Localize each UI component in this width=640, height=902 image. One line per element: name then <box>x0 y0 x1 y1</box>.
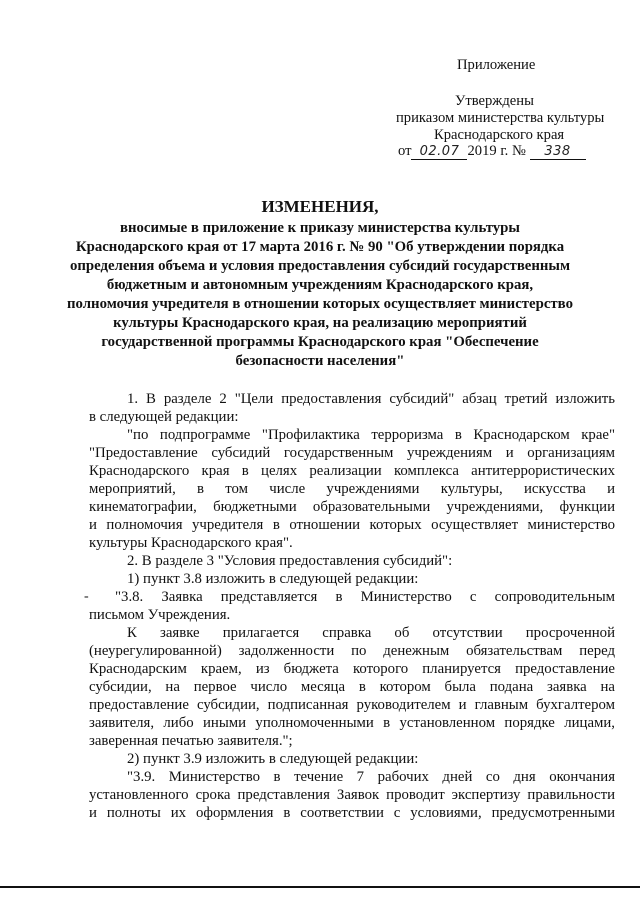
body-line: субсидии, на первое число месяца в котором была подана заявка на <box>89 679 615 695</box>
year-number-text: 2019 г. № <box>467 143 526 159</box>
order-date-line <box>398 143 586 160</box>
body-line: и полномочия учредителя в отношении которых осуществляет министерство <box>89 517 615 533</box>
subtitle-line: бюджетным и автономным учреждениям Краснодарского края, <box>106 277 534 293</box>
body-line: предоставление субсидии, подписанная руководителем и главным бухгалтером <box>89 697 615 713</box>
body-line: 2. В разделе 3 "Условия предоставления субсидий": <box>127 553 453 569</box>
body-line: Краснодарским краем, из бюджета которого планируется предоставление <box>89 661 615 677</box>
subtitle-line: государственной программы Краснодарского края "Обеспечение <box>101 334 539 350</box>
document-title: ИЗМЕНЕНИЯ, <box>261 197 379 216</box>
body-line: в следующей редакции: <box>89 409 239 425</box>
body-line: "3.8. Заявка представляется в Министерство с сопроводительным <box>115 589 615 605</box>
body-line: культуры Краснодарского края". <box>89 535 293 551</box>
body-line: заверенная печатью заявителя."; <box>89 733 293 749</box>
body-line: 1. В разделе 2 "Цели предоставления субсидий" абзац третий изложить <box>127 391 615 407</box>
body-line: установленного срока представления Заявок проводит экспертизу правильности <box>89 787 615 803</box>
body-line: заявителя, либо иными уполномоченными в установленном порядке лицами, <box>89 715 615 731</box>
subtitle-line: культуры Краснодарского края, на реализацию мероприятий <box>113 315 527 331</box>
body-line: кинематографии, бюджетными образовательными учреждениями, функции <box>89 499 615 515</box>
body-line: "Предоставление субсидий государственным учреждениям и организациям <box>89 445 615 461</box>
body-line: мероприятий, в том числе учреждениями культуры, искусства и <box>89 481 615 497</box>
region-line: Краснодарского края <box>434 127 565 143</box>
body-line: "3.9. Министерство в течение 7 рабочих дней со дня окончания <box>127 769 615 785</box>
bottom-rule <box>0 886 640 888</box>
handwritten-date: 02.07 <box>411 144 467 160</box>
approved-label: Утверждены <box>455 93 534 109</box>
margin-mark: - <box>84 589 89 604</box>
body-line: К заявке прилагается справка об отсутствии просроченной <box>127 625 615 641</box>
appendix-label: Приложение <box>457 57 536 73</box>
body-line: (неурегулированной) задолженности по денежным обязательствам перед <box>89 643 615 659</box>
handwritten-order-number: 338 <box>530 144 586 160</box>
subtitle-line: полномочия учредителя в отношении которых осуществляет министерство <box>67 296 573 312</box>
order-line: приказом министерства культуры <box>396 110 605 126</box>
body-line: и полноты их оформления в соответствии с условиями, предусмотренными <box>89 805 615 821</box>
body-line: "по подпрограмме "Профилактика терроризма в Краснодарском крае" <box>127 427 615 443</box>
body-line: 2) пункт 3.9 изложить в следующей редакции: <box>127 751 419 767</box>
subtitle-line: Краснодарского края от 17 марта 2016 г. № 90 "Об утверждении порядка <box>75 239 565 255</box>
subtitle-line: вносимые в приложение к приказу министерства культуры <box>120 220 520 236</box>
subtitle-line: безопасности населения" <box>235 353 405 369</box>
subtitle-line: определения объема и условия предоставления субсидий государственным <box>69 258 571 274</box>
body-line: 1) пункт 3.8 изложить в следующей редакции: <box>127 571 419 587</box>
body-line: Краснодарского края в целях реализации комплекса антитеррористических <box>89 463 615 479</box>
date-prefix: от <box>398 143 412 159</box>
body-line: письмом Учреждения. <box>89 607 231 623</box>
